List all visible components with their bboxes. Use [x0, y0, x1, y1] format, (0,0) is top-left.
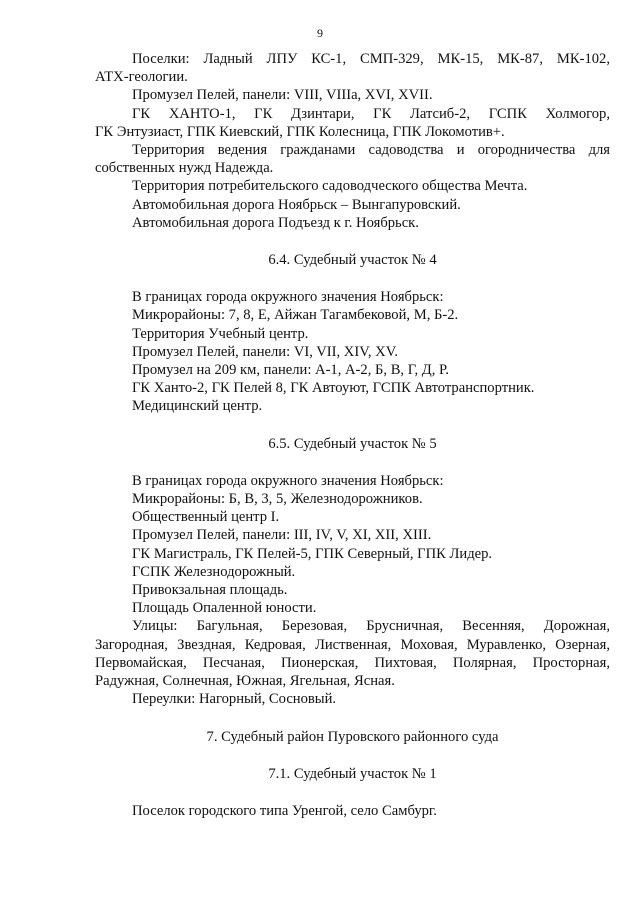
text-line: ГСПК Железнодорожный. [132, 563, 296, 580]
section-6-5-body [95, 472, 610, 709]
text-line: Автомобильная дорога Ноябрьск – Вынгапуровский. [132, 196, 461, 213]
text-line: ГК Ханто-2, ГК Пелей 8, ГК Автоуют, ГСПК Автотранспортник. [132, 380, 535, 397]
section-heading-6-5: 6.5. Судебный участок № 5 [268, 435, 437, 452]
text-line: Поселок городского типа Уренгой, село Самбург. [132, 802, 437, 819]
text-line: Промузел Пелей, панели: III, IV, V, XI, XII, XIII. [132, 527, 432, 544]
text-line: Первомайская, Песчаная, Пионерская, Пихтовая, Полярная, Просторная, [95, 654, 610, 671]
text-line: Радужная, Солнечная, Южная, Ягельная, Ясная. [95, 673, 395, 690]
text-line: ГК Энтузиаст, ГПК Киевский, ГПК Колесница, ГПК Локомотив+. [95, 123, 505, 140]
text-line: Территория потребительского садоводческого общества Мечта. [132, 178, 528, 195]
section-6-4-body [95, 288, 610, 415]
text-line: Территория ведения гражданами садоводства и огородничества для [132, 142, 610, 159]
section-heading-7: 7. Судебный район Пуровского районного суда [206, 728, 499, 745]
section-7-1-body [95, 802, 610, 820]
text-line: Привокзальная площадь. [132, 582, 288, 599]
text-line: Промузел Пелей, панели: VIII, VIIIa, XVI, XVII. [132, 87, 433, 104]
text-line: Территория Учебный центр. [132, 325, 309, 342]
text-line: В границах города окружного значения Ноябрьск: [132, 472, 444, 489]
section-heading-7-1: 7.1. Судебный участок № 1 [268, 765, 437, 782]
text-line: Автомобильная дорога Подъезд к г. Ноябрьск. [132, 214, 419, 231]
continuation-block [95, 50, 610, 232]
text-line: ГК Магистраль, ГК Пелей-5, ГПК Северный, ГПК Лидер. [132, 545, 493, 562]
text-line: Общественный центр I. [132, 509, 280, 526]
text-line: В границах города окружного значения Ноябрьск: [132, 289, 444, 306]
text-line: Площадь Опаленной юности. [132, 600, 317, 617]
text-line: ГК ХАНТО-1, ГК Дзинтари, ГК Латсиб-2, ГСПК Холмогор, [132, 105, 610, 122]
text-line: Микрорайоны: Б, В, 3, 5, Железнодорожников. [132, 491, 423, 508]
document-body [95, 50, 610, 820]
page-number: 9 [317, 26, 323, 40]
text-line: Промузел на 209 км, панели: А-1, А-2, Б, В, Г, Д, Р. [132, 362, 449, 379]
text-line: собственных нужд Надежда. [95, 160, 274, 177]
text-line: Загородная, Звездная, Кедровая, Лиственная, Моховая, Муравленко, Озерная, [95, 636, 610, 653]
text-line: Промузел Пелей, панели: VI, VII, XIV, XV. [132, 343, 398, 360]
text-line: Медицинский центр. [132, 398, 263, 415]
text-line: Улицы: Багульная, Березовая, Брусничная, Весенняя, Дорожная, [132, 618, 610, 635]
text-line: Переулки: Нагорный, Сосновый. [132, 691, 337, 708]
text-line: АТХ-геологии. [95, 69, 188, 86]
text-line: Поселки: Ладный ЛПУ КС-1, СМП-329, МК-15, МК-87, МК-102, [132, 51, 610, 67]
text-line: Микрорайоны: 7, 8, Е, Айжан Тагамбековой, М, Б-2. [132, 307, 459, 324]
section-heading-6-4: 6.4. Судебный участок № 4 [268, 252, 437, 269]
